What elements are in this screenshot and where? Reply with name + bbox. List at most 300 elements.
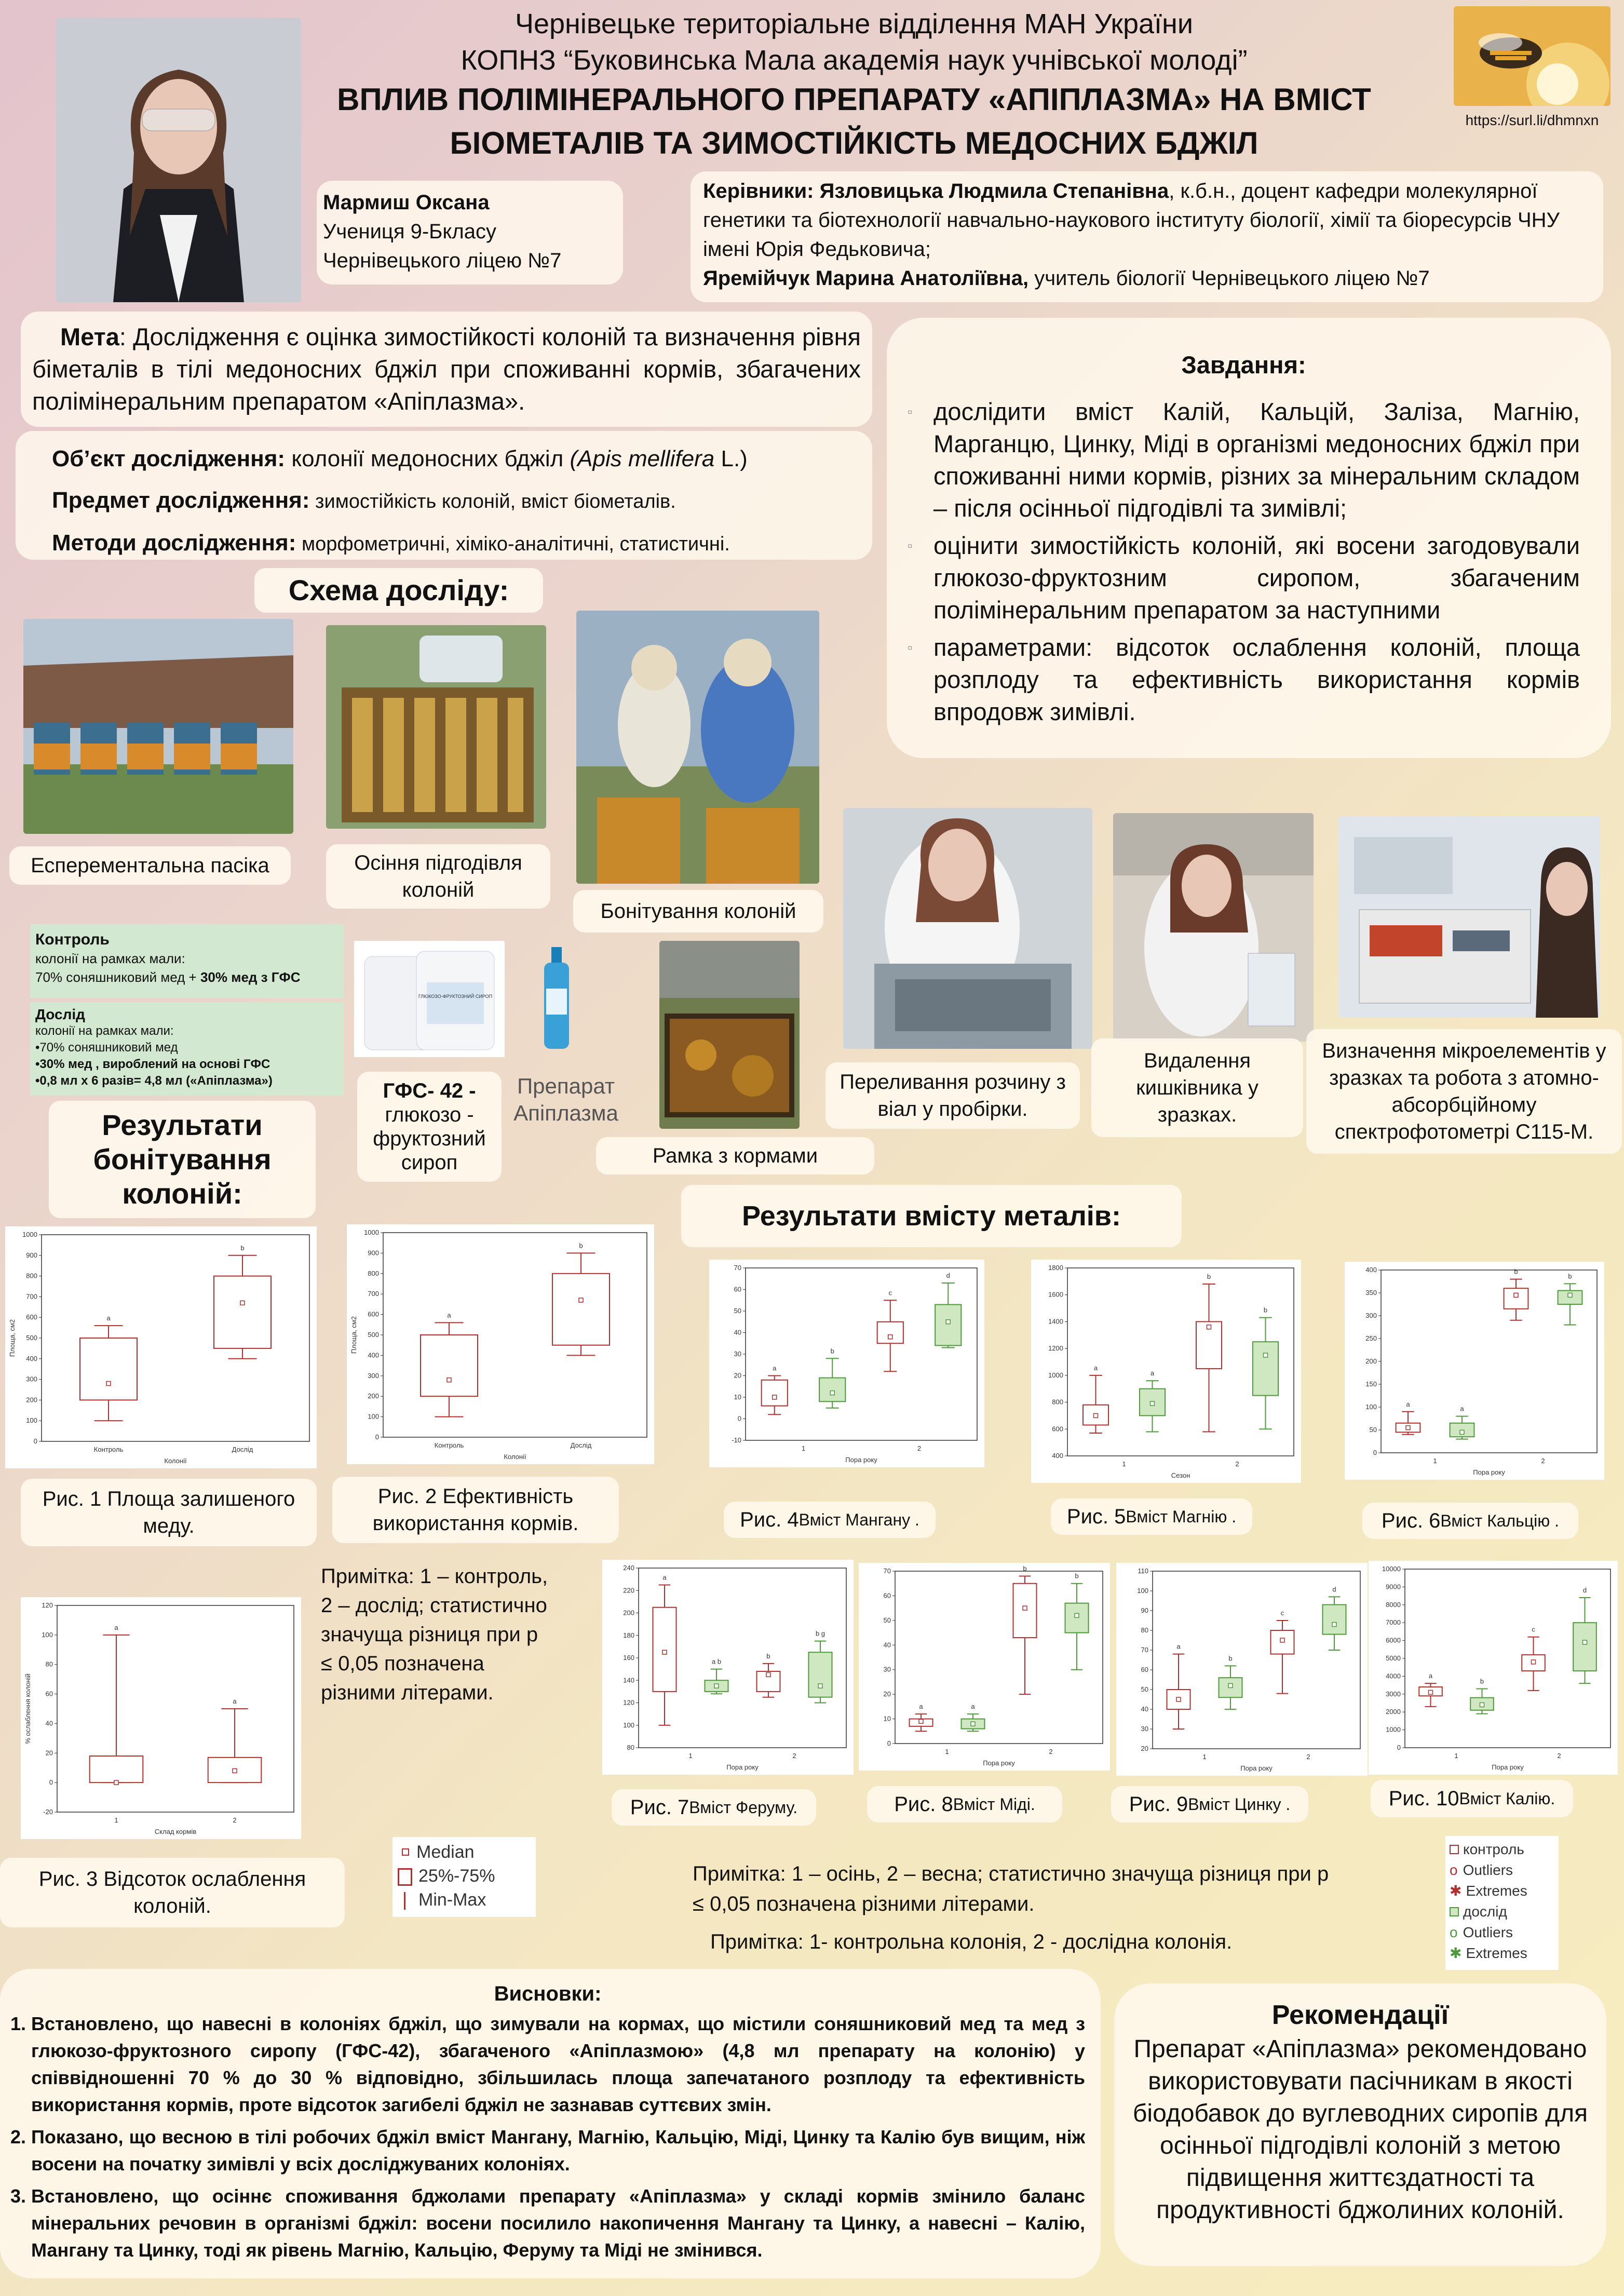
- y-tick-label: 100: [623, 1721, 634, 1729]
- y-axis-label: Площа, см2: [8, 1319, 16, 1357]
- median-marker: [714, 1684, 719, 1688]
- caption-preparation: Препарат Апіплазма: [513, 1074, 618, 1125]
- methods-label: Методи дослідження:: [52, 530, 296, 556]
- significance-letter: b: [1568, 1272, 1572, 1280]
- y-tick-label: 100: [26, 1416, 37, 1425]
- y-tick-label: 80: [45, 1660, 53, 1668]
- median-marker: [1332, 1623, 1336, 1627]
- y-tick-label: 30: [734, 1350, 741, 1358]
- y-tick-label: 180: [623, 1631, 634, 1639]
- y-tick-label: 30: [883, 1665, 891, 1673]
- significance-letter: b: [1514, 1267, 1518, 1276]
- fig8-caption-text: Вміст Міді.: [953, 1795, 1035, 1814]
- y-tick-label: 120: [42, 1601, 53, 1609]
- x-axis-label: Пора року: [1240, 1764, 1273, 1772]
- canister-label: ГЛЮКОЗО-ФРУКТОЗНИЙ СИРОП: [418, 994, 493, 999]
- experiment-line-1: колонії на рамках мали:: [35, 1024, 174, 1038]
- y-tick-label: 60: [45, 1690, 53, 1698]
- median-marker: [766, 1672, 770, 1677]
- y-tick-label: 7000: [1386, 1618, 1401, 1627]
- box: [90, 1756, 143, 1782]
- y-tick-label: 300: [26, 1375, 37, 1383]
- significance-letter: a: [1150, 1369, 1155, 1377]
- chart-fig10: [1369, 1561, 1618, 1775]
- box-plot: [5, 1226, 317, 1468]
- median-marker: [830, 1391, 834, 1395]
- y-tick-label: 150: [1365, 1380, 1377, 1388]
- median-marker: [1075, 1613, 1079, 1617]
- box: [80, 1338, 137, 1400]
- median-marker: [946, 1320, 950, 1324]
- x-tick-label: 1: [801, 1444, 806, 1452]
- fig9-caption-num: Рис. 9: [1129, 1793, 1188, 1816]
- apiplazma-bottle-image: [542, 947, 571, 1049]
- box: [1253, 1342, 1278, 1395]
- significance-letter: c: [888, 1289, 892, 1297]
- y-tick-label: 1200: [1048, 1344, 1063, 1353]
- caption-gfs: [357, 1072, 502, 1182]
- y-tick-label: 700: [368, 1290, 379, 1298]
- median-marker: [240, 1301, 245, 1305]
- author-name: Мармиш Оксана: [323, 191, 490, 214]
- y-tick-label: 70: [734, 1264, 741, 1272]
- legend-median: Median: [416, 1842, 475, 1862]
- y-tick-label: 800: [26, 1272, 37, 1280]
- box: [214, 1276, 271, 1348]
- legend-experiment: дослід: [1463, 1903, 1507, 1920]
- whisker-icon: [404, 1892, 418, 1910]
- box-plot: [709, 1260, 984, 1467]
- median-marker: [1151, 1401, 1155, 1406]
- feed-frame-photo: [659, 941, 800, 1129]
- significance-letter: d: [946, 1272, 950, 1280]
- median-marker: [1532, 1660, 1536, 1664]
- median-marker-icon: [402, 1848, 409, 1856]
- supervisor-1-desc: , к.б.н., доцент кафедри молекулярної генетики та біотехнології навчально-наукового інституту біології, хімії та біоресурсів ЧНУ імені Юрія Федьковича;: [703, 180, 1560, 261]
- experiment-title: Дослід: [35, 1006, 85, 1022]
- box: [935, 1305, 961, 1346]
- significance-letter: a: [971, 1703, 975, 1711]
- tasks-box: [887, 318, 1611, 758]
- caption-gfs-text: глюкозо - фруктозний сироп: [373, 1103, 486, 1174]
- x-tick-label: 2: [1306, 1753, 1310, 1761]
- y-tick-label: 100: [1365, 1403, 1377, 1411]
- median-marker: [1023, 1606, 1027, 1610]
- y-tick-label: 8000: [1386, 1600, 1401, 1609]
- author-photo: [56, 18, 301, 302]
- object-text: колонії медоносних бджіл: [285, 446, 570, 471]
- fig6-caption-num: Рис. 6: [1381, 1509, 1441, 1532]
- box-plot: [21, 1597, 301, 1839]
- org-line-1: Чернівецьке територіальне відділення МАН України: [515, 8, 1194, 39]
- box: [762, 1380, 788, 1406]
- author-class: Учениця 9-Бкласу: [323, 220, 496, 243]
- y-tick-label: 0: [1373, 1449, 1377, 1456]
- goal-label: Мета: [60, 323, 119, 350]
- fig9-caption: [1111, 1786, 1308, 1822]
- median-marker: [1460, 1430, 1464, 1434]
- fig7-caption-text: Вміст Феруму.: [689, 1798, 798, 1817]
- y-tick-label: 1000: [364, 1228, 379, 1236]
- legend-minmax: Min-Max: [418, 1890, 486, 1910]
- conclusion-item: 1. Встановлено, що навесні в колоніях бджіл, що зимували на кормах, що містили соняшниковий мед та мед з глюкозо-фруктозного сиропу (ГФС-42), збагаченого «Апіплазмою» (4,8 мл препарату на колонію) у співвідношенні 70 % до 30 % відповідно, збільшилась площа запечатаного розплоду та ефективність використання кормів, проте відсоток загибелі бджіл не зазнавав суттєвих змін.: [31, 2010, 1085, 2118]
- poster-title-line-1: ВПЛИВ ПОЛІМІНЕРАЛЬНОГО ПРЕПАРАТУ «АПІПЛАЗМА» НА ВМІСТ: [337, 82, 1371, 117]
- y-tick-label: 6000: [1386, 1636, 1401, 1644]
- box-plot: [1116, 1563, 1368, 1776]
- box: [1504, 1288, 1528, 1309]
- y-tick-label: 0: [737, 1414, 741, 1423]
- fig5-caption-num: Рис. 5: [1066, 1505, 1126, 1528]
- chart-fig3: [21, 1597, 301, 1839]
- fig10-caption: [1371, 1780, 1573, 1817]
- control-group-box: [30, 924, 344, 998]
- y-axis-label: % ослаблення колоній: [24, 1673, 32, 1744]
- x-axis-label: Пора року: [726, 1763, 759, 1771]
- y-tick-label: 220: [623, 1586, 634, 1595]
- y-tick-label: 900: [368, 1249, 379, 1257]
- y-tick-label: 40: [734, 1328, 741, 1336]
- tasks-title: Завдання:: [1181, 351, 1306, 379]
- caption-dissection: Видалення кишківника у зразках.: [1091, 1038, 1303, 1137]
- legend-extremes-1: Extremes: [1466, 1883, 1527, 1899]
- x-tick-label: 2: [917, 1444, 922, 1452]
- significance-letter: b: [1480, 1677, 1484, 1685]
- y-tick-label: 50: [883, 1616, 891, 1624]
- legend-control: контроль: [1463, 1841, 1524, 1857]
- conclusion-item: 2. Показано, що весною в тілі робочих бджіл вміст Мангану, Магнію, Кальцію, Міді, Цинку та Калію був вищим, ніж восени на початку зимівлі у всіх досліджуваних колоніях.: [31, 2124, 1085, 2178]
- supervisor-2-desc: учитель біології Чернівецького ліцею №7: [1028, 267, 1430, 290]
- chart-fig9: [1116, 1563, 1368, 1776]
- subject-text: зимостійкість колоній, вміст біометалів.: [309, 491, 676, 512]
- metals-results-title: Результати вмісту металів:: [681, 1185, 1182, 1247]
- goal-text: : Дослідження є оцінка зимостійкості колоній та визначення рівня біметалів в тілі медоносних бджіл при споживанні кормів, збагачених полімінеральним препаратом «Апіплазма».: [32, 323, 861, 415]
- task-item: ▫ дослідити вміст Калій, Кальцій, Заліза, Магнію, Марганцю, Цинку, Міді в організмі медоносних бджіл при споживанні ними кормів, різних за мінеральним складом – після осінньої підгодівлі та зимівлі;: [908, 396, 1580, 524]
- y-tick-label: 200: [26, 1396, 37, 1404]
- tasks-list: [908, 396, 1580, 728]
- significance-letter: a: [233, 1697, 237, 1705]
- caption-apiary: Есперементальна пасіка: [9, 846, 291, 885]
- y-tick-label: 60: [883, 1591, 891, 1600]
- fig4-caption-num: Рис. 4: [740, 1508, 799, 1531]
- recommendations-title: Рекомендації: [1271, 2000, 1449, 2030]
- y-tick-label: 20: [883, 1690, 891, 1698]
- box: [1323, 1605, 1346, 1635]
- experiment-line-3: •30% мед , вироблений на основі ГФС: [35, 1057, 270, 1071]
- y-tick-label: 3000: [1386, 1690, 1401, 1698]
- experiment-group-box: [30, 1002, 344, 1096]
- outlier-icon: o: [1450, 1924, 1458, 1940]
- y-tick-label: 40: [1141, 1705, 1148, 1713]
- x-axis-label: Пора року: [845, 1456, 877, 1464]
- y-tick-label: 300: [368, 1371, 379, 1380]
- recommendations-text: Препарат «Апіплазма» рекомендовано використовувати пасічникам в якості біодобавок до вуглеводних сиропів для осінньої підгодівлі колоній з метою підвищення життєздатності та продуктивності бджолиних колоній.: [1132, 2035, 1588, 2224]
- y-tick-label: 200: [623, 1609, 634, 1617]
- y-tick-label: 120: [623, 1698, 634, 1707]
- lab-dissection-photo: [1113, 813, 1314, 1042]
- fig1-caption: Рис. 1 Площа залишеного меду.: [21, 1479, 317, 1546]
- x-tick-label: Контроль: [93, 1446, 124, 1453]
- y-tick-label: 1000: [22, 1231, 37, 1238]
- y-tick-label: 300: [1365, 1312, 1377, 1319]
- caption-frame: Рамка з кормами: [596, 1137, 874, 1174]
- metals-legend: [1445, 1836, 1559, 1970]
- supervisors-label: Керівники:: [703, 180, 814, 202]
- conclusions-list: [10, 2010, 1085, 2264]
- median-marker: [1480, 1703, 1484, 1707]
- median-marker: [1264, 1353, 1268, 1357]
- x-axis-label: Пора року: [1473, 1468, 1505, 1476]
- median-marker: [1094, 1413, 1098, 1417]
- y-tick-label: 600: [26, 1313, 37, 1321]
- median-marker: [579, 1298, 583, 1302]
- y-tick-label: 350: [1365, 1289, 1377, 1296]
- fig7-caption: [612, 1789, 816, 1826]
- experiment-line-4: •0,8 мл х 6 разів= 4,8 мл («Апіплазма»): [35, 1074, 273, 1088]
- significance-letter: a: [1428, 1672, 1433, 1680]
- x-axis-label: Сезон: [1171, 1471, 1190, 1479]
- chart-fig1: [5, 1226, 317, 1468]
- x-tick-label: 1: [1454, 1752, 1458, 1760]
- y-tick-label: 80: [627, 1744, 634, 1751]
- chart-fig8: [859, 1563, 1110, 1771]
- y-tick-label: 1800: [1048, 1264, 1063, 1272]
- median-marker: [773, 1395, 777, 1399]
- box-plot: [1345, 1262, 1604, 1480]
- y-tick-label: 20: [1141, 1745, 1148, 1752]
- significance-letter: d: [1582, 1586, 1587, 1595]
- significance-letter: c: [1532, 1625, 1535, 1633]
- box: [809, 1652, 832, 1697]
- conclusion-item: 3. Встановлено, що осіннє споживання бджолами препарату «Апіплазма» у складі кормів змінило баланс мінеральних речовин в організмі бджіл: восени посилило накопичення Мангану та Цинку, а навесні – Калію, Мангану та Цинку, тоді як рівень Магнію, Кальцію, Феруму та Міді не змінився.: [31, 2183, 1085, 2264]
- lab-pouring-photo: [843, 808, 1092, 1049]
- y-tick-label: 200: [1365, 1357, 1377, 1365]
- object-latin: (Apis mellifera: [570, 446, 715, 471]
- goal-box: [21, 312, 872, 427]
- plot-area: [1153, 1571, 1360, 1749]
- legend-outliers-1: Outliers: [1463, 1862, 1513, 1878]
- median-marker: [971, 1722, 975, 1726]
- y-tick-label: 2000: [1386, 1708, 1401, 1716]
- y-tick-label: 20: [45, 1749, 53, 1757]
- median-marker: [1514, 1293, 1518, 1297]
- y-tick-label: 40: [883, 1641, 891, 1649]
- significance-letter: a: [919, 1703, 923, 1711]
- y-tick-label: 100: [1137, 1587, 1148, 1595]
- y-tick-label: -10: [732, 1436, 741, 1444]
- conclusions-title: Висновки:: [494, 1982, 602, 2005]
- y-tick-label: 500: [26, 1334, 37, 1342]
- median-marker: [888, 1335, 892, 1339]
- median-marker: [114, 1780, 118, 1785]
- x-tick-label: 2: [1235, 1460, 1239, 1468]
- significance-letter: b: [1263, 1306, 1268, 1314]
- bonit-note: Примітка: 1 – контроль, 2 – дослід; статистично значуща різниця при р ≤ 0,05 позначена різними літерами.: [321, 1565, 548, 1704]
- x-tick-label: Контроль: [434, 1441, 464, 1449]
- y-tick-label: 110: [1138, 1567, 1148, 1575]
- x-axis-label: Колонії: [504, 1453, 526, 1461]
- y-tick-label: 4000: [1386, 1672, 1401, 1680]
- syrup-canisters-image: [354, 941, 505, 1057]
- y-tick-label: 50: [734, 1307, 741, 1315]
- x-tick-label: 1: [688, 1752, 693, 1760]
- control-line-1: колонії на рамках мали:: [35, 951, 185, 966]
- fig9-caption-text: Вміст Цинку .: [1188, 1795, 1291, 1814]
- inspection-photo: [576, 611, 819, 884]
- chart-fig2: [347, 1224, 654, 1464]
- y-tick-label: 1000: [1048, 1371, 1063, 1379]
- significance-letter: a b: [711, 1657, 722, 1666]
- caption-inspection: Бонітування колоній: [573, 890, 823, 933]
- control-box-icon: [1450, 1845, 1459, 1854]
- y-tick-label: 10: [734, 1393, 741, 1401]
- y-tick-label: 9000: [1386, 1583, 1401, 1591]
- legend-extremes-2: Extremes: [1466, 1945, 1527, 1961]
- box-plot: [602, 1560, 854, 1775]
- box: [877, 1322, 903, 1344]
- control-line-2a: 70% соняшниковий мед +: [35, 969, 200, 985]
- y-tick-label: 400: [1365, 1266, 1377, 1274]
- y-tick-label: 600: [1052, 1425, 1063, 1433]
- qr-url[interactable]: https://surl.li/dhmnxn: [1465, 112, 1599, 128]
- scheme-title: Схема досліду:: [254, 568, 543, 613]
- y-tick-label: 600: [368, 1310, 379, 1318]
- extreme-icon: ✱: [1450, 1945, 1462, 1961]
- lab-spectrometer-photo: [1338, 816, 1600, 1018]
- significance-letter: b: [1207, 1273, 1211, 1281]
- x-tick-label: Дослід: [570, 1441, 592, 1449]
- quartile-box-icon: [398, 1868, 412, 1886]
- y-tick-label: 700: [26, 1292, 37, 1301]
- methods-text: морфометричні, хіміко-аналітичні, статистичні.: [296, 533, 730, 555]
- significance-letter: b g: [815, 1629, 825, 1638]
- conclusions-box: [0, 1969, 1101, 2278]
- fig4-caption-text: Вміст Мангану .: [799, 1510, 919, 1529]
- box: [819, 1378, 845, 1402]
- research-box: [16, 431, 872, 560]
- y-tick-label: 0: [49, 1778, 53, 1787]
- x-tick-label: 2: [1557, 1752, 1561, 1760]
- y-tick-label: 0: [1397, 1744, 1401, 1751]
- significance-letter: c: [1280, 1609, 1284, 1617]
- median-marker: [1429, 1690, 1433, 1694]
- significance-letter: b: [579, 1241, 583, 1250]
- y-tick-label: 1000: [1386, 1725, 1401, 1734]
- significance-letter: d: [1332, 1585, 1336, 1593]
- significance-letter: b: [1023, 1564, 1027, 1573]
- supervisors-box: [691, 171, 1603, 302]
- box-legend: [393, 1837, 536, 1917]
- y-tick-label: 800: [368, 1269, 379, 1277]
- median-marker: [1568, 1293, 1572, 1297]
- significance-letter: a: [1176, 1642, 1181, 1651]
- median-marker: [106, 1382, 111, 1386]
- y-tick-label: 400: [26, 1354, 37, 1362]
- y-tick-label: 0: [887, 1739, 891, 1747]
- box: [653, 1608, 676, 1692]
- significance-letter: a: [662, 1573, 667, 1582]
- median-marker: [1280, 1638, 1284, 1642]
- author-school: Чернівецького ліцею №7: [323, 249, 562, 272]
- y-tick-label: 40: [45, 1719, 53, 1727]
- fig3-caption: Рис. 3 Відсоток ослаблення колоній.: [0, 1858, 345, 1927]
- box-plot: [1369, 1561, 1618, 1775]
- median-marker: [1406, 1426, 1410, 1430]
- chart-fig5: [1031, 1260, 1301, 1483]
- significance-letter: b: [830, 1347, 834, 1355]
- y-tick-label: -20: [43, 1808, 53, 1816]
- median-marker: [1228, 1683, 1233, 1687]
- extreme-icon: ✱: [1450, 1883, 1462, 1899]
- x-tick-label: 2: [792, 1752, 796, 1760]
- legend-quartile: 25%-75%: [418, 1866, 495, 1886]
- x-tick-label: Дослід: [232, 1446, 253, 1453]
- y-tick-label: 0: [33, 1437, 37, 1445]
- significance-letter: b: [766, 1652, 770, 1660]
- author-box: [317, 181, 623, 285]
- y-tick-label: 10000: [1382, 1565, 1401, 1573]
- legend-outliers-2: Outliers: [1463, 1924, 1513, 1940]
- y-tick-label: 80: [1141, 1626, 1148, 1634]
- control-line-2b: 30% мед з ГФС: [200, 969, 301, 985]
- x-axis-label: Пора року: [1492, 1763, 1524, 1771]
- apiary-photo: [23, 619, 293, 834]
- significance-letter: a: [447, 1311, 451, 1319]
- subject-label: Предмет дослідження:: [52, 488, 310, 513]
- box-plot: [347, 1224, 654, 1464]
- significance-letter: a: [773, 1364, 777, 1372]
- caption-spectrometer: Визначення мікроелементів у зразках та робота з атомно-абсорбційному спектрофотометрі С115-М.: [1306, 1029, 1622, 1154]
- x-tick-label: 2: [1049, 1748, 1053, 1755]
- fig2-caption: Рис. 2 Ефективність використання кормів.: [332, 1477, 619, 1543]
- significance-letter: b: [1075, 1572, 1079, 1580]
- task-item: ▫ оцінити зимостійкість колоній, які восени загодовували глюкозо-фруктозним сиропом, збагаченим полімінеральним препаратом за наступними: [908, 530, 1580, 626]
- box: [552, 1274, 610, 1345]
- x-axis-label: Склад кормів: [154, 1828, 197, 1835]
- box-plot: [859, 1563, 1110, 1771]
- y-tick-label: 900: [26, 1251, 37, 1259]
- y-tick-label: 30: [1141, 1725, 1148, 1733]
- caption-gfs-title: ГФС- 42 -: [383, 1079, 476, 1102]
- fig7-caption-num: Рис. 7: [630, 1796, 689, 1819]
- supervisor-1-name: Язловицька Людмила Степанівна: [819, 180, 1169, 202]
- x-tick-label: 1: [1122, 1460, 1126, 1468]
- y-tick-label: 1600: [1048, 1290, 1063, 1299]
- y-tick-label: 800: [1052, 1398, 1063, 1406]
- significance-letter: a: [114, 1623, 118, 1631]
- metals-note-2: Примітка: 1- контрольна колонія, 2 - дослідна колонія.: [710, 1930, 1233, 1953]
- y-tick-label: 50: [1369, 1426, 1377, 1434]
- org-line-2: КОПНЗ “Буковинська Мала академія наук учнівської молоді”: [461, 45, 1248, 76]
- chart-fig6: [1345, 1262, 1604, 1480]
- experiment-box-icon: [1450, 1907, 1459, 1916]
- metals-note-1: Примітка: 1 – осінь, 2 – весна; статистично значуща різниця при р ≤ 0,05 позначена різними літерами.: [693, 1862, 1329, 1915]
- y-tick-label: 70: [883, 1567, 891, 1575]
- fig8-caption: [867, 1786, 1062, 1822]
- y-tick-label: 1400: [1048, 1317, 1063, 1326]
- x-axis-label: Колонії: [164, 1457, 187, 1465]
- y-tick-label: 160: [623, 1654, 634, 1662]
- median-marker: [919, 1719, 923, 1723]
- x-tick-label: 1: [1202, 1753, 1207, 1761]
- significance-letter: a: [1093, 1363, 1098, 1372]
- box: [421, 1335, 478, 1396]
- caption-feeding: Осіння підгодівля колоній: [326, 844, 550, 909]
- y-tick-label: 100: [42, 1630, 53, 1639]
- fig10-caption-num: Рис. 10: [1388, 1787, 1459, 1810]
- y-tick-label: 60: [734, 1285, 741, 1293]
- x-tick-label: 1: [1433, 1457, 1437, 1465]
- fig4-caption: [724, 1502, 936, 1538]
